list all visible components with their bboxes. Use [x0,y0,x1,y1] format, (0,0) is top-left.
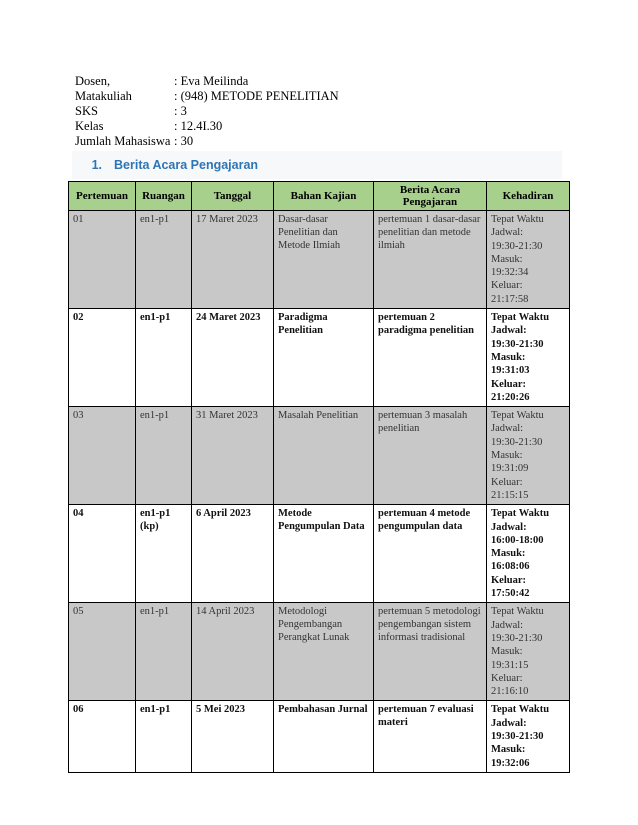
kehadiran-status: Tepat Waktu [491,704,550,716]
kehadiran-jadwal: 19:30-21:30 [491,338,544,350]
cell-pertemuan: 05 [69,603,136,701]
info-label: Dosen, [75,74,111,88]
kehadiran-status: Tepat Waktu [491,606,544,618]
cell-pertemuan: 01 [69,211,136,309]
kehadiran-masuk: 19:31:15 [491,659,529,671]
info-row-jumlah [75,134,339,149]
kehadiran-jadwal: 19:30-21:30 [491,436,543,448]
section-number: 1. [91,158,102,172]
cell-kehadiran [487,701,570,772]
cell-tanggal: 14 April 2023 [192,603,274,701]
table-row [69,407,570,505]
info-row-dosen [75,74,339,89]
kehadiran-jadwal: 19:30-21:30 [491,730,544,742]
info-label: Matakuliah [75,89,132,103]
cell-pertemuan: 06 [69,701,136,772]
kehadiran-status: Tepat Waktu [491,410,544,422]
info-value: : (948) METODE PENELITIAN [174,89,339,103]
cell-kehadiran [487,603,570,701]
info-label: SKS [75,104,98,118]
header-kehadiran: Kehadiran [487,182,570,211]
kehadiran-keluar-label: Keluar: [491,672,523,684]
kehadiran-masuk-label: Masuk: [491,253,523,265]
kehadiran-jadwal-label: Jadwal: [491,619,524,631]
kehadiran-jadwal-label: Jadwal: [491,423,524,435]
table-row [69,505,570,603]
cell-berita-acara: pertemuan 1 dasar-dasar penelitian dan metode ilmiah [374,211,487,309]
cell-ruangan: en1-p1 [136,701,192,772]
kehadiran-keluar: 21:17:58 [491,293,529,305]
info-row-kelas [75,119,339,134]
kehadiran-keluar: 21:16:10 [491,686,529,698]
cell-kehadiran [487,309,570,407]
kehadiran-masuk: 16:08:06 [491,561,530,573]
info-value: : 3 [174,104,187,118]
kehadiran-masuk-label: Masuk: [491,548,526,560]
cell-bahan-kajian: Dasar-dasar Penelitian dan Metode Ilmiah [274,211,374,309]
cell-pertemuan: 04 [69,505,136,603]
cell-kehadiran [487,211,570,309]
info-value: : 12.4I.30 [174,119,223,133]
kehadiran-keluar: 21:15:15 [491,489,529,501]
kehadiran-keluar-label: Keluar: [491,378,526,390]
table-row [69,603,570,701]
kehadiran-jadwal-label: Jadwal: [491,521,527,533]
course-info [75,74,339,149]
cell-berita-acara: pertemuan 5 metodologi pengembangan sistem informasi tradisional [374,603,487,701]
cell-kehadiran [487,505,570,603]
cell-tanggal: 24 Maret 2023 [192,309,274,407]
cell-pertemuan: 03 [69,407,136,505]
cell-ruangan: en1-p1 [136,309,192,407]
header-tanggal: Tanggal [192,182,274,211]
cell-berita-acara: pertemuan 2 paradigma penelitian [374,309,487,407]
header-pertemuan: Pertemuan [69,182,136,211]
table-row [69,701,570,772]
header-berita-acara: Berita Acara Pengajaran [374,182,487,211]
cell-bahan-kajian: Pembahasan Jurnal [274,701,374,772]
cell-tanggal: 31 Maret 2023 [192,407,274,505]
kehadiran-jadwal: 19:30-21:30 [491,240,543,252]
cell-tanggal: 6 April 2023 [192,505,274,603]
cell-berita-acara: pertemuan 7 evaluasi materi [374,701,487,772]
kehadiran-masuk: 19:31:09 [491,463,529,475]
info-label: Kelas [75,119,104,133]
kehadiran-masuk-label: Masuk: [491,450,523,462]
info-value: : Eva Meilinda [174,74,249,88]
cell-tanggal: 17 Maret 2023 [192,211,274,309]
kehadiran-keluar-label: Keluar: [491,476,523,488]
cell-pertemuan: 02 [69,309,136,407]
cell-berita-acara: pertemuan 4 metode pengumpulan data [374,505,487,603]
table-row [69,211,570,309]
kehadiran-masuk-label: Masuk: [491,744,526,756]
kehadiran-jadwal-label: Jadwal: [491,227,524,239]
kehadiran-keluar: 21:20:26 [491,391,530,403]
kehadiran-status: Tepat Waktu [491,312,550,324]
kehadiran-status: Tepat Waktu [491,508,550,520]
info-row-sks [75,104,339,119]
cell-ruangan: en1-p1 [136,407,192,505]
kehadiran-jadwal: 19:30-21:30 [491,632,543,644]
kehadiran-masuk: 19:32:34 [491,267,529,279]
section-heading [72,151,562,179]
cell-bahan-kajian: Metode Pengumpulan Data [274,505,374,603]
cell-bahan-kajian: Metodologi Pengembangan Perangkat Lunak [274,603,374,701]
kehadiran-masuk: 19:31:03 [491,365,530,377]
header-ruangan: Ruangan [136,182,192,211]
kehadiran-status: Tepat Waktu [491,214,544,225]
kehadiran-keluar-label: Keluar: [491,574,526,586]
info-value: : 30 [174,134,194,148]
cell-bahan-kajian: Paradigma Penelitian [274,309,374,407]
cell-ruangan: en1-p1 [136,211,192,309]
kehadiran-keluar-label: Keluar: [491,280,523,292]
kehadiran-masuk-label: Masuk: [491,646,523,658]
table-header-row [69,182,570,211]
info-label: Jumlah Mahasiswa [75,134,171,148]
cell-tanggal: 5 Mei 2023 [192,701,274,772]
cell-bahan-kajian: Masalah Penelitian [274,407,374,505]
table-row [69,309,570,407]
kehadiran-jadwal-label: Jadwal: [491,717,527,729]
info-row-matakuliah [75,89,339,104]
cell-ruangan: en1-p1 (kp) [136,505,192,603]
kehadiran-masuk-label: Masuk: [491,351,526,363]
kehadiran-keluar: 17:50:42 [491,588,530,600]
cell-kehadiran [487,407,570,505]
kehadiran-jadwal-label: Jadwal: [491,325,527,337]
header-bahan-kajian: Bahan Kajian [274,182,374,211]
kehadiran-masuk: 19:32:06 [491,757,530,769]
cell-ruangan: en1-p1 [136,603,192,701]
kehadiran-jadwal: 16:00-18:00 [491,534,544,546]
section-title: Berita Acara Pengajaran [114,158,259,172]
teaching-record-table [68,181,570,773]
cell-berita-acara: pertemuan 3 masalah penelitian [374,407,487,505]
